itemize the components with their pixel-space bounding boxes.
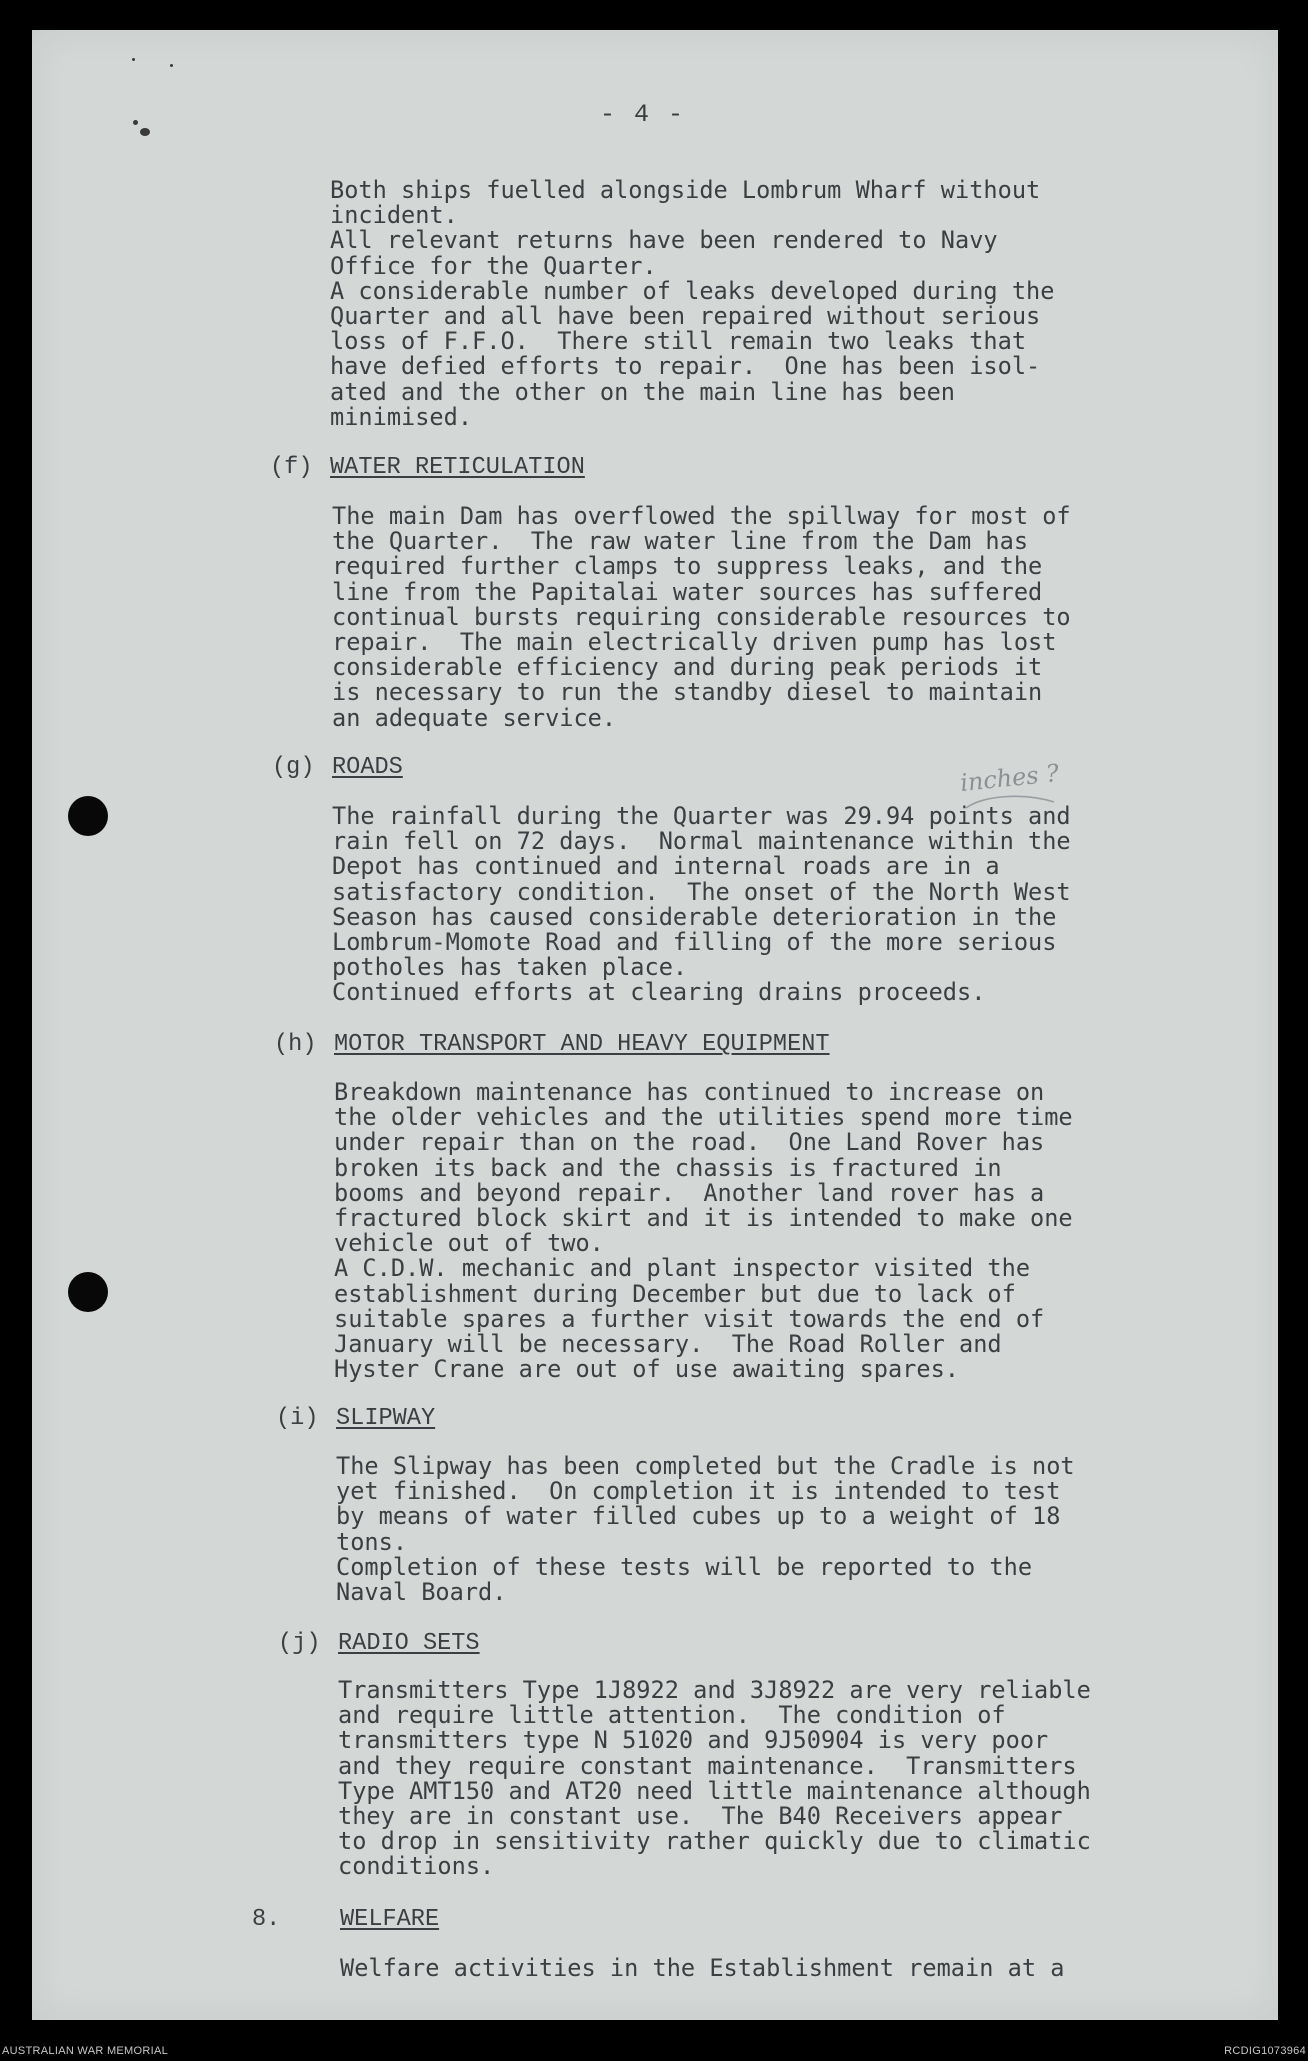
section-g-body: The rainfall during the Quarter was 29.94 points and rain fell on 72 days. Normal maintenance within the Depot has continued and internal roads are in a satisfactory condition. The onset of the North West Season has caused considerable deterioration in the Lombrum-Momote Road and filling of the more serious potholes has taken place. Continued efforts at clearing drains proceeds. [332,802,1071,1007]
section-8-heading: WELFARE [340,1906,440,1933]
ink-speck [170,64,173,67]
section-j-label: (j) [278,1630,321,1657]
section-h-label: (h) [274,1031,317,1058]
handwritten-bracket-mark [962,786,1062,816]
punch-hole-bottom [68,1272,108,1312]
punch-hole-top [68,796,108,836]
section-8-label: 8. [252,1906,281,1933]
ink-speck [133,120,138,125]
footer-record-id: RCDIG1073964 [1224,2045,1306,2057]
section-j-heading: RADIO SETS [338,1630,480,1657]
section-8-body: Welfare activities in the Establishment remain at a [340,1954,1065,1982]
section-h-body: Breakdown maintenance has continued to increase on the older vehicles and the utilities spend more time under repair than on the road. One Land Rover has broken its back and the chassis is fractured in booms and beyond repair. Another land rover has a fractured block skirt and it is intended to make one vehicle out of two. A C.D.W. mechanic and plant inspector visited the establishment during December but due to lack of suitable spares a further visit towards the end of January will be necessary. The Road Roller and Hyster Crane are out of use awaiting spares. [334,1078,1073,1384]
section-i-body: The Slipway has been completed but the Cradle is not yet finished. On completion it is intended to test by means of water filled cubes up to a weight of 18 tons. Completion of these tests will be reported to the Naval Board. [336,1452,1075,1607]
handwritten-annotation: inches ? [958,758,1061,798]
section-j-body: Transmitters Type 1J8922 and 3J8922 are very reliable and require little attention. The condition of transmitters type N 51020 and 9J50904 is very poor and they require constant maintenance. Transmitters Type AMT150 and AT20 need little maintenance although they are in constant use. The B40 Receivers appear to drop in sensitivity rather quickly due to climatic conditions. [338,1676,1091,1881]
section-f-heading: WATER RETICULATION [330,454,585,481]
section-i-label: (i) [276,1405,319,1432]
section-g-heading: ROADS [332,754,403,781]
section-f-body: The main Dam has overflowed the spillway for most of the Quarter. The raw water line from the Dam has required further clamps to suppress leaks, and the line from the Papitalai water sources has suffered continual bursts requiring considerable resources to repair. The main electrically driven pump has lost considerable efficiency and during peak periods it is necessary to run the standby diesel to maintain an adequate service. [332,502,1071,732]
footer-archive-name: AUSTRALIAN WAR MEMORIAL [2,2045,169,2057]
section-i-heading: SLIPWAY [336,1405,436,1432]
section-f-label: (f) [270,454,313,481]
ink-speck [140,128,150,136]
fuel-paragraph: Both ships fuelled alongside Lombrum Wharf without incident. All relevant returns have been rendered to Navy Office for the Quarter. A considerable number of leaks developed during the Quarter and all have been repaired without serious loss of F.F.O. There still remain two leaks that have defied efforts to repair. One has been isol- ated and the other on the main line has been minimised. [330,176,1055,431]
section-g-label: (g) [272,754,315,781]
ink-speck [132,58,135,61]
page-number: - 4 - [600,100,686,129]
section-h-heading: MOTOR TRANSPORT AND HEAVY EQUIPMENT [334,1031,830,1058]
